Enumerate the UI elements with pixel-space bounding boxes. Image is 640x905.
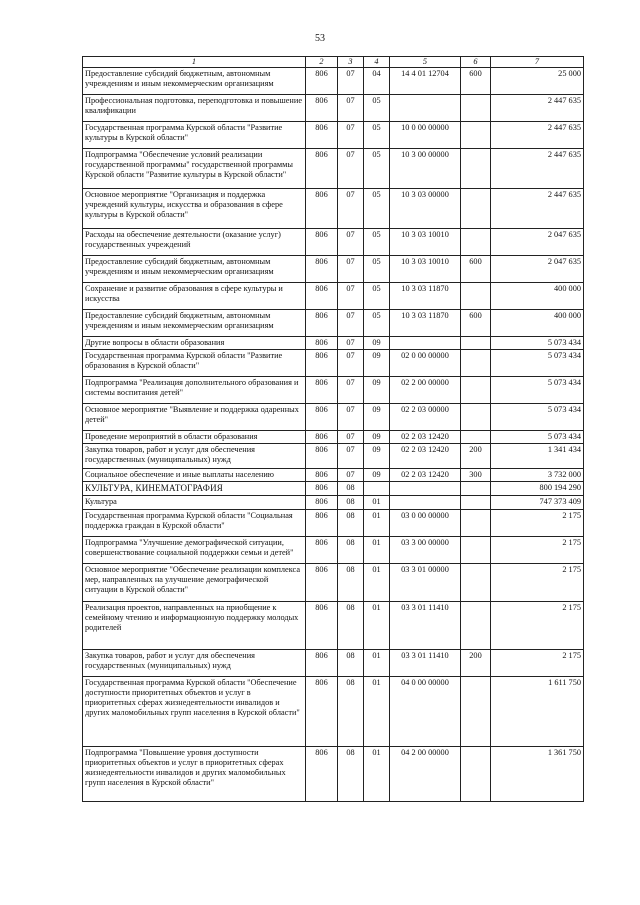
amount-cell: 1 361 750 xyxy=(491,746,584,801)
header-cell: 3 xyxy=(338,57,364,68)
admin-code-cell: 806 xyxy=(306,189,338,229)
amount-cell: 2 447 635 xyxy=(491,189,584,229)
section-cell: 07 xyxy=(338,149,364,189)
expense-type-cell xyxy=(461,496,491,509)
target-article-cell xyxy=(390,482,461,496)
subsection-cell: 01 xyxy=(364,746,390,801)
target-article-cell: 10 3 03 11870 xyxy=(390,283,461,310)
name-cell: Социальное обеспечение и иные выплаты населению xyxy=(83,469,306,482)
amount-cell: 1 341 434 xyxy=(491,444,584,469)
name-cell: Другие вопросы в области образования xyxy=(83,337,306,350)
table-row xyxy=(83,509,584,536)
table-row xyxy=(83,563,584,601)
expense-type-cell: 200 xyxy=(461,649,491,676)
admin-code-cell: 806 xyxy=(306,229,338,256)
expense-type-cell xyxy=(461,337,491,350)
name-cell: Реализация проектов, направленных на приобщение к семейному чтению и информационную поддержку молодых родителей xyxy=(83,601,306,649)
table-row xyxy=(83,482,584,496)
expense-type-cell xyxy=(461,482,491,496)
admin-code-cell: 806 xyxy=(306,68,338,95)
expense-type-cell xyxy=(461,95,491,122)
table-row xyxy=(83,229,584,256)
expense-type-cell xyxy=(461,509,491,536)
section-cell: 08 xyxy=(338,676,364,746)
table-row xyxy=(83,746,584,801)
admin-code-cell: 806 xyxy=(306,676,338,746)
expense-type-cell xyxy=(461,229,491,256)
name-cell: Закупка товаров, работ и услуг для обеспечения государственных (муниципальных) нужд xyxy=(83,444,306,469)
admin-code-cell: 806 xyxy=(306,149,338,189)
target-article-cell: 14 4 01 12704 xyxy=(390,68,461,95)
target-article-cell: 04 2 00 00000 xyxy=(390,746,461,801)
amount-cell: 25 000 xyxy=(491,68,584,95)
subsection-cell: 09 xyxy=(364,469,390,482)
section-cell: 07 xyxy=(338,310,364,337)
table-row xyxy=(83,149,584,189)
subsection-cell: 04 xyxy=(364,68,390,95)
subsection-cell: 09 xyxy=(364,377,390,404)
admin-code-cell: 806 xyxy=(306,482,338,496)
amount-cell: 400 000 xyxy=(491,283,584,310)
name-cell: Закупка товаров, работ и услуг для обеспечения государственных (муниципальных) нужд xyxy=(83,649,306,676)
expense-type-cell xyxy=(461,283,491,310)
section-cell: 07 xyxy=(338,350,364,377)
budget-table xyxy=(82,56,584,802)
subsection-cell: 09 xyxy=(364,431,390,444)
target-article-cell xyxy=(390,496,461,509)
amount-cell: 800 194 290 xyxy=(491,482,584,496)
section-cell: 07 xyxy=(338,283,364,310)
amount-cell: 400 000 xyxy=(491,310,584,337)
subsection-cell: 05 xyxy=(364,310,390,337)
subsection-cell: 01 xyxy=(364,676,390,746)
amount-cell: 5 073 434 xyxy=(491,404,584,431)
subsection-cell: 05 xyxy=(364,283,390,310)
amount-cell: 5 073 434 xyxy=(491,337,584,350)
table-row xyxy=(83,68,584,95)
table-row xyxy=(83,404,584,431)
header-cell: 5 xyxy=(390,57,461,68)
amount-cell: 2 447 635 xyxy=(491,95,584,122)
table-row xyxy=(83,337,584,350)
subsection-cell: 09 xyxy=(364,404,390,431)
name-cell: Культура xyxy=(83,496,306,509)
target-article-cell: 02 2 00 00000 xyxy=(390,377,461,404)
table-row xyxy=(83,649,584,676)
admin-code-cell: 806 xyxy=(306,601,338,649)
target-article-cell: 02 2 03 12420 xyxy=(390,444,461,469)
name-cell: Предоставление субсидий бюджетным, автономным учреждениям и иным некоммерческим организациям xyxy=(83,68,306,95)
section-cell: 07 xyxy=(338,444,364,469)
admin-code-cell: 806 xyxy=(306,649,338,676)
expense-type-cell: 600 xyxy=(461,68,491,95)
section-cell: 07 xyxy=(338,229,364,256)
name-cell: Подпрограмма "Улучшение демографической ситуации, совершенствование социальной поддержки семьи и детей" xyxy=(83,536,306,563)
amount-cell: 747 373 409 xyxy=(491,496,584,509)
section-cell: 07 xyxy=(338,469,364,482)
table-row xyxy=(83,536,584,563)
subsection-cell: 01 xyxy=(364,536,390,563)
section-cell: 08 xyxy=(338,563,364,601)
table-row xyxy=(83,377,584,404)
amount-cell: 2 175 xyxy=(491,536,584,563)
admin-code-cell: 806 xyxy=(306,337,338,350)
target-article-cell: 10 3 03 11870 xyxy=(390,310,461,337)
amount-cell: 5 073 434 xyxy=(491,377,584,404)
expense-type-cell xyxy=(461,676,491,746)
target-article-cell: 02 2 03 12420 xyxy=(390,469,461,482)
amount-cell: 5 073 434 xyxy=(491,350,584,377)
expense-type-cell: 600 xyxy=(461,256,491,283)
header-cell: 6 xyxy=(461,57,491,68)
admin-code-cell: 806 xyxy=(306,509,338,536)
expense-type-cell xyxy=(461,350,491,377)
expense-type-cell xyxy=(461,746,491,801)
name-cell: Подпрограмма "Обеспечение условий реализации государственной программы" государственной программы Курской области "Развитие культуры в Курской области" xyxy=(83,149,306,189)
table-row xyxy=(83,496,584,509)
admin-code-cell: 806 xyxy=(306,536,338,563)
amount-cell: 2 047 635 xyxy=(491,256,584,283)
expense-type-cell: 300 xyxy=(461,469,491,482)
expense-type-cell xyxy=(461,601,491,649)
section-cell: 07 xyxy=(338,337,364,350)
section-cell: 08 xyxy=(338,496,364,509)
section-cell: 07 xyxy=(338,122,364,149)
section-cell: 07 xyxy=(338,404,364,431)
admin-code-cell: 806 xyxy=(306,444,338,469)
name-cell: Государственная программа Курской области "Развитие культуры в Курской области" xyxy=(83,122,306,149)
expense-type-cell xyxy=(461,563,491,601)
subsection-cell: 05 xyxy=(364,95,390,122)
subsection-cell: 01 xyxy=(364,509,390,536)
target-article-cell: 03 0 00 00000 xyxy=(390,509,461,536)
admin-code-cell: 806 xyxy=(306,496,338,509)
expense-type-cell xyxy=(461,122,491,149)
section-cell: 07 xyxy=(338,256,364,283)
subsection-cell: 05 xyxy=(364,256,390,283)
admin-code-cell: 806 xyxy=(306,95,338,122)
header-row xyxy=(83,57,584,68)
subsection-cell: 09 xyxy=(364,444,390,469)
table-row xyxy=(83,431,584,444)
amount-cell: 5 073 434 xyxy=(491,431,584,444)
table-row xyxy=(83,189,584,229)
name-cell: Государственная программа Курской области "Социальная поддержка граждан в Курской области" xyxy=(83,509,306,536)
target-article-cell: 02 0 00 00000 xyxy=(390,350,461,377)
target-article-cell: 02 2 03 00000 xyxy=(390,404,461,431)
name-cell: Предоставление субсидий бюджетным, автономным учреждениям и иным некоммерческим организациям xyxy=(83,256,306,283)
target-article-cell: 02 2 03 12420 xyxy=(390,431,461,444)
name-cell: Подпрограмма "Повышение уровня доступности приоритетных объектов и услуг в приоритетных сферах жизнедеятельности инвалидов и других маломобильных групп населения в Курской области" xyxy=(83,746,306,801)
admin-code-cell: 806 xyxy=(306,469,338,482)
table-row xyxy=(83,122,584,149)
name-cell: Предоставление субсидий бюджетным, автономным учреждениям и иным некоммерческим организациям xyxy=(83,310,306,337)
amount-cell: 2 047 635 xyxy=(491,229,584,256)
table-row xyxy=(83,310,584,337)
amount-cell: 2 175 xyxy=(491,509,584,536)
amount-cell: 2 447 635 xyxy=(491,122,584,149)
amount-cell: 2 175 xyxy=(491,601,584,649)
target-article-cell: 03 3 01 11410 xyxy=(390,601,461,649)
admin-code-cell: 806 xyxy=(306,283,338,310)
subsection-cell: 01 xyxy=(364,601,390,649)
table-row xyxy=(83,283,584,310)
subsection-cell: 05 xyxy=(364,122,390,149)
section-cell: 08 xyxy=(338,536,364,563)
name-cell: Подпрограмма "Реализация дополнительного образования и системы воспитания детей" xyxy=(83,377,306,404)
admin-code-cell: 806 xyxy=(306,310,338,337)
section-cell: 07 xyxy=(338,68,364,95)
header-cell: 4 xyxy=(364,57,390,68)
section-cell: 07 xyxy=(338,95,364,122)
subsection-cell xyxy=(364,482,390,496)
subsection-cell: 01 xyxy=(364,649,390,676)
name-cell: Государственная программа Курской области "Обеспечение доступности приоритетных объектов и услуг в приоритетных сферах жизнедеятельности инвалидов и других маломобильных групп населения в Курской области" xyxy=(83,676,306,746)
target-article-cell: 10 3 00 00000 xyxy=(390,149,461,189)
table-row xyxy=(83,676,584,746)
expense-type-cell xyxy=(461,149,491,189)
target-article-cell: 10 3 03 00000 xyxy=(390,189,461,229)
target-article-cell: 03 3 01 11410 xyxy=(390,649,461,676)
target-article-cell: 10 3 03 10010 xyxy=(390,229,461,256)
expense-type-cell xyxy=(461,404,491,431)
name-cell: Основное мероприятие "Выявление и поддержка одаренных детей" xyxy=(83,404,306,431)
admin-code-cell: 806 xyxy=(306,256,338,283)
name-cell: Основное мероприятие "Организация и поддержка учреждений культуры, искусства и образования в сфере культуры в Курской области" xyxy=(83,189,306,229)
section-cell: 08 xyxy=(338,509,364,536)
admin-code-cell: 806 xyxy=(306,746,338,801)
section-cell: 08 xyxy=(338,649,364,676)
admin-code-cell: 806 xyxy=(306,404,338,431)
section-cell: 07 xyxy=(338,377,364,404)
admin-code-cell: 806 xyxy=(306,563,338,601)
section-cell: 07 xyxy=(338,189,364,229)
target-article-cell: 10 3 03 10010 xyxy=(390,256,461,283)
name-cell: Государственная программа Курской области "Развитие образования в Курской области" xyxy=(83,350,306,377)
admin-code-cell: 806 xyxy=(306,431,338,444)
header-cell: 1 xyxy=(83,57,306,68)
subsection-cell: 01 xyxy=(364,496,390,509)
expense-type-cell: 600 xyxy=(461,310,491,337)
target-article-cell: 03 3 01 00000 xyxy=(390,563,461,601)
subsection-cell: 09 xyxy=(364,337,390,350)
name-cell: Проведение мероприятий в области образования xyxy=(83,431,306,444)
expense-type-cell xyxy=(461,536,491,563)
subsection-cell: 05 xyxy=(364,229,390,256)
header-cell: 7 xyxy=(491,57,584,68)
section-cell: 07 xyxy=(338,431,364,444)
amount-cell: 1 611 750 xyxy=(491,676,584,746)
subsection-cell: 05 xyxy=(364,189,390,229)
subsection-cell: 05 xyxy=(364,149,390,189)
header-cell: 2 xyxy=(306,57,338,68)
table-row xyxy=(83,601,584,649)
name-cell: КУЛЬТУРА, КИНЕМАТОГРАФИЯ xyxy=(83,482,306,496)
amount-cell: 3 732 000 xyxy=(491,469,584,482)
target-article-cell: 10 0 00 00000 xyxy=(390,122,461,149)
target-article-cell xyxy=(390,95,461,122)
table-row xyxy=(83,444,584,469)
section-cell: 08 xyxy=(338,746,364,801)
admin-code-cell: 806 xyxy=(306,122,338,149)
page-number: 53 xyxy=(315,33,325,44)
name-cell: Расходы на обеспечение деятельности (оказание услуг) государственных учреждений xyxy=(83,229,306,256)
section-cell: 08 xyxy=(338,482,364,496)
target-article-cell xyxy=(390,337,461,350)
expense-type-cell xyxy=(461,431,491,444)
name-cell: Основное мероприятие "Обеспечение реализации комплекса мер, направленных на улучшение демографической ситуации в Курской области" xyxy=(83,563,306,601)
name-cell: Профессиональная подготовка, переподготовка и повышение квалификации xyxy=(83,95,306,122)
table-row xyxy=(83,256,584,283)
admin-code-cell: 806 xyxy=(306,377,338,404)
table-row xyxy=(83,469,584,482)
expense-type-cell xyxy=(461,377,491,404)
name-cell: Сохранение и развитие образования в сфере культуры и искусства xyxy=(83,283,306,310)
section-cell: 08 xyxy=(338,601,364,649)
target-article-cell: 04 0 00 00000 xyxy=(390,676,461,746)
amount-cell: 2 447 635 xyxy=(491,149,584,189)
target-article-cell: 03 3 00 00000 xyxy=(390,536,461,563)
subsection-cell: 09 xyxy=(364,350,390,377)
subsection-cell: 01 xyxy=(364,563,390,601)
amount-cell: 2 175 xyxy=(491,563,584,601)
expense-type-cell: 200 xyxy=(461,444,491,469)
table-row xyxy=(83,95,584,122)
admin-code-cell: 806 xyxy=(306,350,338,377)
table-row xyxy=(83,350,584,377)
expense-type-cell xyxy=(461,189,491,229)
amount-cell: 2 175 xyxy=(491,649,584,676)
